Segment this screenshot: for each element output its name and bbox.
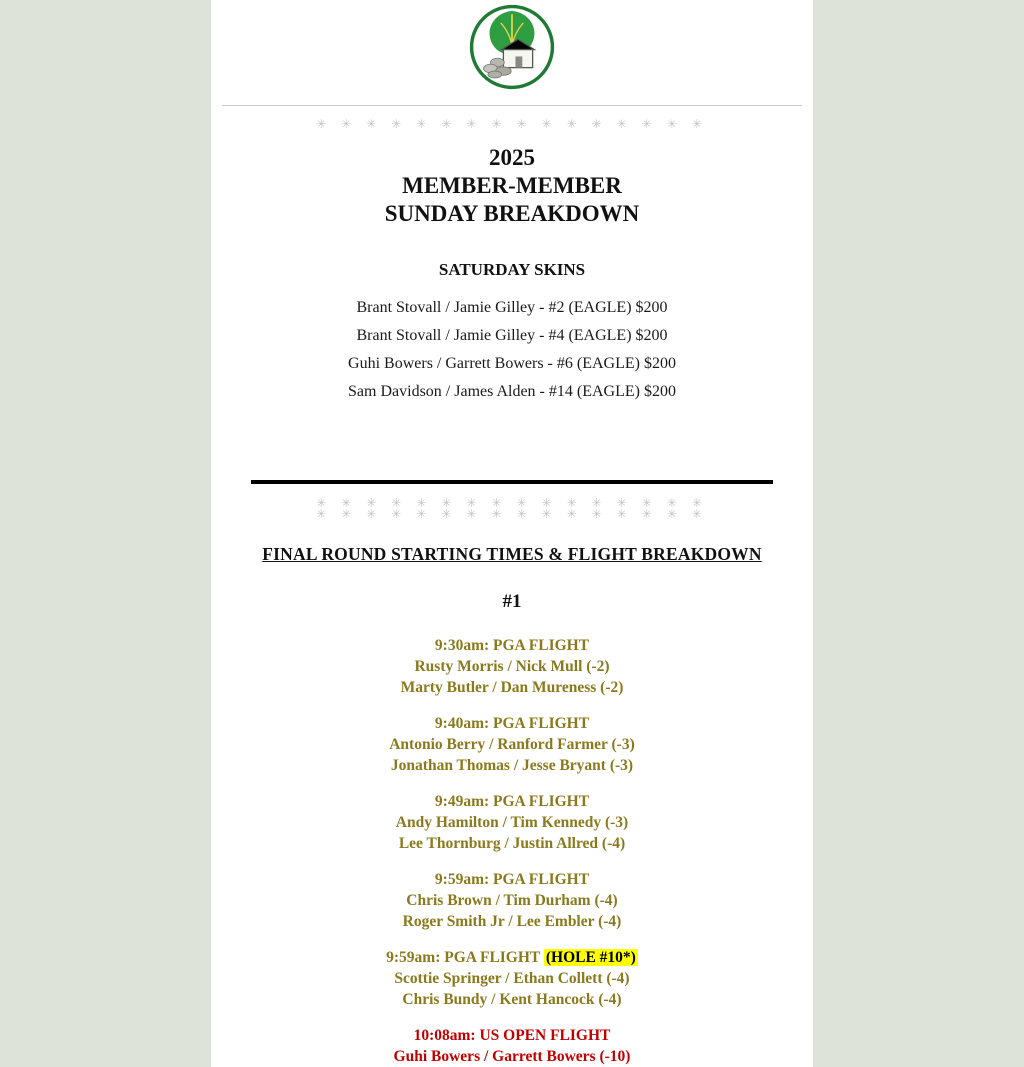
flight-time-line: 10:08am: US OPEN FLIGHT: [413, 1027, 611, 1044]
flight-block: [211, 947, 813, 1010]
section-divider: [251, 480, 773, 484]
flight-team-line: Rusty Morris / Nick Mull (-2): [414, 658, 610, 675]
page-title: [211, 144, 813, 228]
club-logo: [211, 2, 813, 95]
flight-team-line: Lee Thornburg / Justin Allred (-4): [398, 835, 626, 852]
title-line-year: 2025: [489, 145, 535, 170]
email-body: [211, 0, 813, 1067]
final-round-heading: FINAL ROUND STARTING TIMES & FLIGHT BREAKDOWN: [262, 544, 762, 564]
hole-highlight-badge: (HOLE #10*): [545, 949, 636, 966]
flight-team-line: Chris Brown / Tim Durham (-4): [406, 892, 618, 909]
flight-team-line: Chris Bundy / Kent Hancock (-4): [402, 991, 622, 1008]
flight-team-line: Guhi Bowers / Garrett Bowers (-10): [393, 1048, 631, 1065]
title-line-day: SUNDAY BREAKDOWN: [384, 201, 640, 226]
flight-team-line: Roger Smith Jr / Lee Embler (-4): [402, 913, 622, 930]
flight-block: [211, 1025, 813, 1067]
flight-team-line: Andy Hamilton / Tim Kennedy (-3): [395, 814, 629, 831]
flight-time-line: 9:59am: PGA FLIGHT: [434, 871, 590, 888]
saturday-skins-heading: SATURDAY SKINS: [438, 260, 586, 279]
flights-list: [211, 635, 813, 1067]
flight-time-line: 9:49am: PGA FLIGHT: [434, 793, 590, 810]
star-decoration-mid-1: ✳ ✳ ✳ ✳ ✳ ✳ ✳ ✳ ✳ ✳ ✳ ✳ ✳ ✳ ✳ ✳: [316, 496, 708, 510]
club-logo-graphic: [469, 4, 555, 90]
flight-team-line: Jonathan Thomas / Jesse Bryant (-3): [390, 757, 634, 774]
flight-block: [211, 635, 813, 698]
hole-number-heading: #1: [502, 591, 522, 612]
flight-time-line: 9:59am: PGA FLIGHT (HOLE #10*): [386, 949, 636, 966]
flight-block: [211, 791, 813, 854]
flight-team-line: Marty Butler / Dan Mureness (-2): [400, 679, 624, 696]
flight-block: [211, 713, 813, 776]
skins-item: Brant Stovall / Jamie Gilley - #4 (EAGLE) $200: [356, 327, 668, 344]
flight-time-line: 9:40am: PGA FLIGHT: [434, 715, 590, 732]
flight-team-line: Scottie Springer / Ethan Collett (-4): [394, 970, 630, 987]
skins-item: Guhi Bowers / Garrett Bowers - #6 (EAGLE) $200: [348, 355, 676, 372]
star-decoration-top: ✳ ✳ ✳ ✳ ✳ ✳ ✳ ✳ ✳ ✳ ✳ ✳ ✳ ✳ ✳ ✳: [316, 117, 708, 131]
flight-team-line: Antonio Berry / Ranford Farmer (-3): [389, 736, 635, 753]
header-divider: [222, 105, 802, 106]
flight-time-line: 9:30am: PGA FLIGHT: [434, 637, 590, 654]
title-line-event: MEMBER-MEMBER: [402, 173, 622, 198]
flight-block: [211, 869, 813, 932]
skins-item: Sam Davidson / James Alden - #14 (EAGLE) $200: [348, 383, 676, 400]
skins-list: [211, 294, 813, 406]
skins-item: Brant Stovall / Jamie Gilley - #2 (EAGLE) $200: [356, 299, 668, 316]
star-decoration-mid-2: ✳ ✳ ✳ ✳ ✳ ✳ ✳ ✳ ✳ ✳ ✳ ✳ ✳ ✳ ✳ ✳: [316, 507, 708, 521]
